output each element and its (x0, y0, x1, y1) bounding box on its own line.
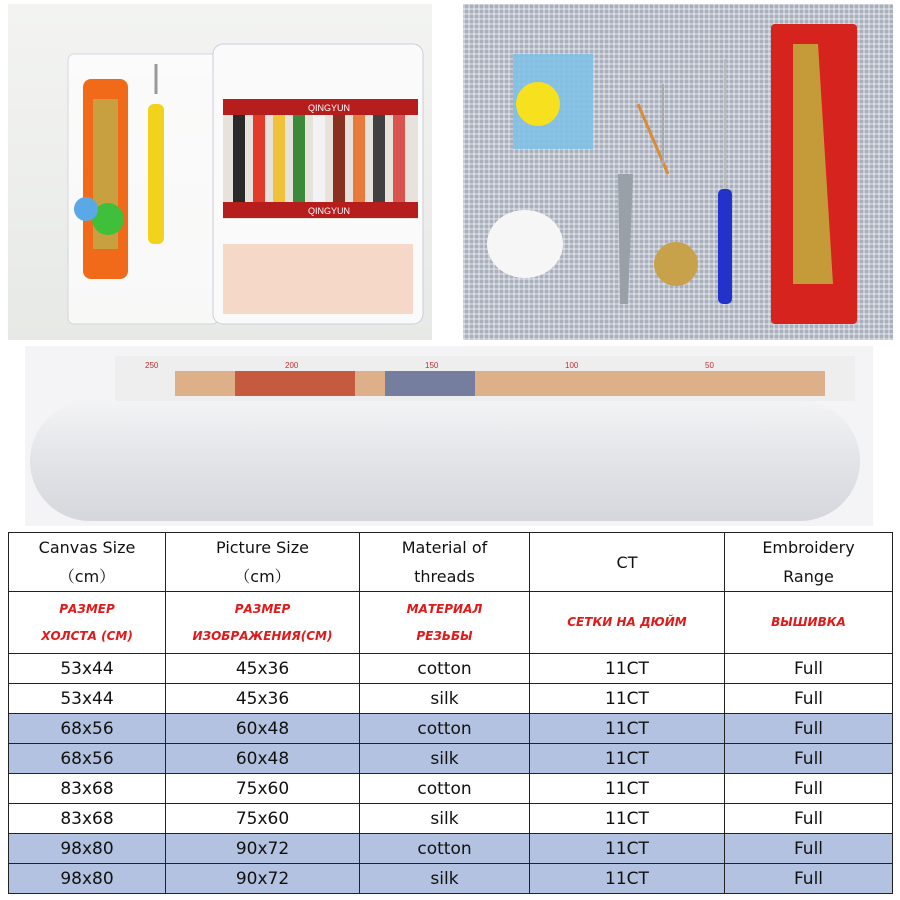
cell-material: silk (360, 804, 530, 834)
cell-ct: 11CT (530, 864, 725, 894)
header-ru-ct: СЕТКИ НА ДЮЙМ (530, 592, 725, 654)
header-picture-size: Picture Size （cm） (166, 533, 360, 592)
brand-label-top: QINGYUN (308, 103, 351, 113)
table-row (9, 834, 893, 864)
cell-picture-size: 45x36 (166, 684, 360, 714)
table-row (9, 744, 893, 774)
header-ru-canvas-size: РАЗМЕР ХОЛСТА (СМ) (9, 592, 166, 654)
cell-canvas-size: 53x44 (9, 684, 166, 714)
size-spec-table (8, 532, 893, 894)
header-ru-picture-size: РАЗМЕР ИЗОБРАЖЕНИЯ(СМ) (166, 592, 360, 654)
cell-picture-size: 60x48 (166, 714, 360, 744)
cell-range: Full (725, 834, 893, 864)
threader-icon (618, 174, 633, 304)
ruler-mark: 100 (565, 361, 579, 370)
cell-canvas-size: 98x80 (9, 864, 166, 894)
cell-range: Full (725, 714, 893, 744)
cell-canvas-size: 98x80 (9, 834, 166, 864)
cell-canvas-size: 83x68 (9, 774, 166, 804)
kit-package-photo (8, 4, 432, 340)
brand-label-bottom: QINGYUN (308, 206, 351, 216)
cell-ct: 11CT (530, 654, 725, 684)
rolled-canvas-illustration (25, 346, 873, 526)
table-row (9, 654, 893, 684)
cell-range: Full (725, 804, 893, 834)
cell-material: cotton (360, 834, 530, 864)
table-row (9, 714, 893, 744)
cell-range: Full (725, 744, 893, 774)
ruler-mark: 200 (285, 361, 299, 370)
cell-ct: 11CT (530, 774, 725, 804)
cell-picture-size: 90x72 (166, 834, 360, 864)
cell-picture-size: 60x48 (166, 744, 360, 774)
yellow-ball-icon (516, 82, 560, 126)
tools-photo (463, 4, 893, 340)
cell-material: silk (360, 864, 530, 894)
cell-material: cotton (360, 714, 530, 744)
header-canvas-size: Canvas Size （cm） (9, 533, 166, 592)
ruler-mark: 150 (425, 361, 439, 370)
cell-picture-size: 75x60 (166, 774, 360, 804)
kit-package-illustration (8, 4, 432, 340)
table-row (9, 864, 893, 894)
cell-material: silk (360, 684, 530, 714)
white-button-icon (487, 210, 563, 278)
table-row (9, 774, 893, 804)
thimble-icon (654, 242, 698, 286)
cell-picture-size: 90x72 (166, 864, 360, 894)
cell-range: Full (725, 654, 893, 684)
cell-ct: 11CT (530, 804, 725, 834)
seam-ripper-icon (718, 189, 732, 304)
ruler-mark: 50 (705, 361, 714, 370)
cell-canvas-size: 53x44 (9, 654, 166, 684)
table-row (9, 684, 893, 714)
header-ru-embroidery: ВЫШИВКА (725, 592, 893, 654)
cell-material: cotton (360, 774, 530, 804)
header-ct: CT (530, 533, 725, 592)
header-row-russian (9, 592, 893, 654)
cell-range: Full (725, 684, 893, 714)
rolled-canvas-photo (25, 346, 873, 526)
ruler-mark: 250 (145, 361, 159, 370)
cell-ct: 11CT (530, 834, 725, 864)
tools-illustration (463, 4, 893, 340)
cell-picture-size: 75x60 (166, 804, 360, 834)
cell-ct: 11CT (530, 714, 725, 744)
table-row (9, 804, 893, 834)
header-row (9, 533, 893, 592)
cell-range: Full (725, 774, 893, 804)
cell-range: Full (725, 864, 893, 894)
cell-material: cotton (360, 654, 530, 684)
cell-canvas-size: 68x56 (9, 714, 166, 744)
cell-canvas-size: 83x68 (9, 804, 166, 834)
cell-material: silk (360, 744, 530, 774)
header-embroidery-range: Embroidery Range (725, 533, 893, 592)
cell-ct: 11CT (530, 684, 725, 714)
header-ru-material: МАТЕРИАЛ РЕЗЬБЫ (360, 592, 530, 654)
header-material: Material of threads (360, 533, 530, 592)
cell-picture-size: 45x36 (166, 654, 360, 684)
cell-ct: 11CT (530, 744, 725, 774)
cell-canvas-size: 68x56 (9, 744, 166, 774)
